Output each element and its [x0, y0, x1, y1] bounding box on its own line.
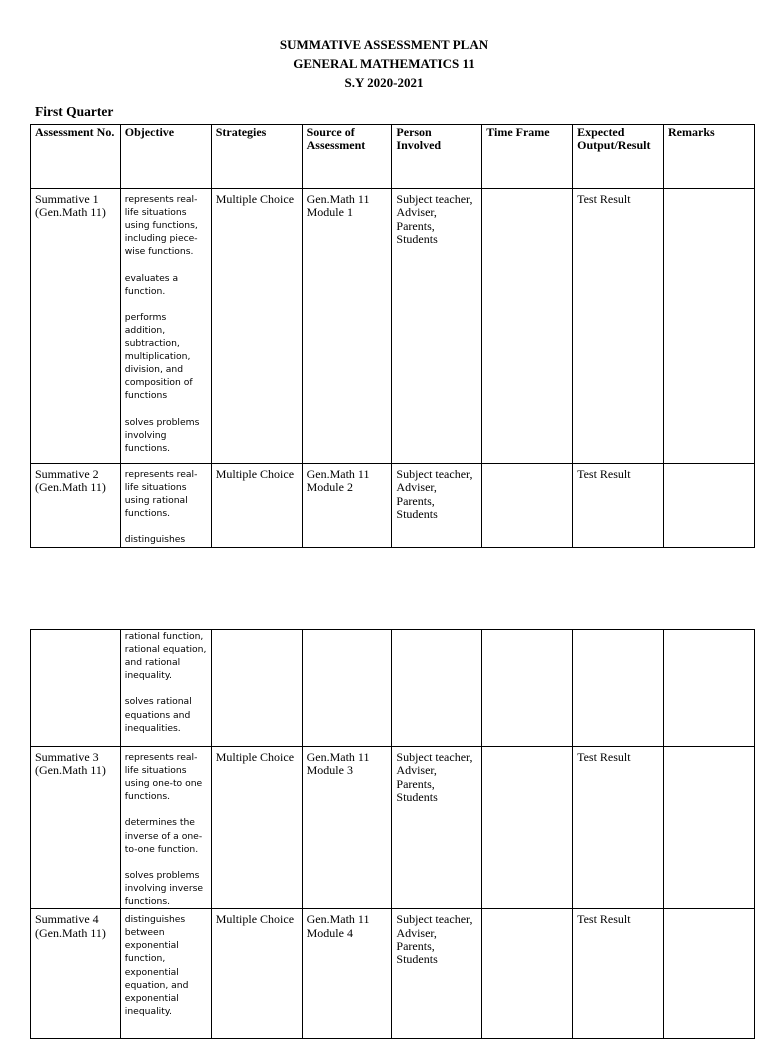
assessment-table-page2 — [30, 629, 755, 1039]
objective-text: represents real-life situations using functions, including piece-wise functions. — [124, 194, 198, 258]
school-year: S.Y 2020-2021 — [344, 75, 424, 90]
plan-title: SUMMATIVE ASSESSMENT PLAN — [279, 37, 489, 52]
objective-text: represents real-life situations using one-to one functions. — [124, 752, 203, 803]
output-cell: Test Result — [573, 189, 664, 464]
persons-cell: Subject teacher, Adviser, Parents, Students — [392, 189, 482, 464]
remarks-cell — [664, 630, 755, 747]
table-header-row — [31, 125, 755, 189]
table-row — [31, 909, 755, 1039]
time-frame-cell — [482, 189, 573, 464]
remarks-cell — [664, 464, 755, 548]
time-frame-cell — [482, 747, 573, 909]
output-cell: Test Result — [573, 464, 664, 548]
strategy-cell: Multiple Choice — [211, 747, 302, 909]
objective-text: rational function, rational equation, and rational inequality. — [124, 631, 207, 682]
column-header: Source of Assessment — [302, 125, 392, 189]
assessment-cell: Summative 4 (Gen.Math 11) — [31, 909, 121, 1039]
objective-text: performs addition, subtraction, multiplication, division, and composition of functions — [124, 311, 193, 402]
table-row-continued — [31, 630, 755, 747]
objective-text: solves problems involving functions. — [124, 416, 200, 454]
column-header: Assessment No. — [31, 125, 121, 189]
table-row — [31, 464, 755, 548]
column-header: Expected Output/Result — [573, 125, 664, 189]
column-header: Strategies — [211, 125, 302, 189]
strategy-cell: Multiple Choice — [211, 464, 302, 548]
objective-cell — [120, 630, 211, 747]
strategy-cell: Multiple Choice — [211, 189, 302, 464]
output-cell: Test Result — [573, 747, 664, 909]
assessment-cell: Summative 2 (Gen.Math 11) — [31, 464, 121, 548]
objective-cell — [120, 189, 211, 464]
remarks-cell — [664, 747, 755, 909]
objective-cell — [120, 747, 211, 909]
strategy-cell — [211, 630, 302, 747]
column-header: Remarks — [664, 125, 755, 189]
column-header: Person Involved — [392, 125, 482, 189]
objective-text: determines the inverse of a one-to-one function. — [124, 817, 203, 855]
objective-text: evaluates a function. — [124, 272, 179, 297]
objective-cell — [120, 464, 211, 548]
time-frame-cell — [482, 464, 573, 548]
source-cell: Gen.Math 11 Module 3 — [302, 747, 392, 909]
column-header: Objective — [120, 125, 211, 189]
table-row — [31, 747, 755, 909]
column-header: Time Frame — [482, 125, 573, 189]
objective-text: represents real-life situations using rational functions. — [124, 469, 198, 520]
source-cell: Gen.Math 11 Module 1 — [302, 189, 392, 464]
assessment-table-page1 — [30, 124, 755, 548]
assessment-cell — [31, 630, 121, 747]
persons-cell: Subject teacher, Adviser, Parents, Students — [392, 747, 482, 909]
objective-text: solves problems involving inverse functions. — [124, 869, 204, 908]
time-frame-cell — [482, 630, 573, 747]
source-cell: Gen.Math 11 Module 4 — [302, 909, 392, 1039]
persons-cell: Subject teacher, Adviser, Parents, Students — [392, 464, 482, 548]
persons-cell: Subject teacher, Adviser, Parents, Students — [392, 909, 482, 1039]
assessment-cell: Summative 3 (Gen.Math 11) — [31, 747, 121, 909]
subject-title: GENERAL MATHEMATICS 11 — [293, 56, 475, 71]
output-cell: Test Result — [573, 909, 664, 1039]
source-cell — [302, 630, 392, 747]
assessment-cell: Summative 1 (Gen.Math 11) — [31, 189, 121, 464]
objective-text: solves rational equations and inequalities. — [124, 696, 192, 734]
table-row — [31, 189, 755, 464]
objective-text: distinguishes between exponential function, exponential equation, and exponential inequality. — [124, 914, 189, 1017]
time-frame-cell — [482, 909, 573, 1039]
output-cell — [573, 630, 664, 747]
objective-cell — [120, 909, 211, 1039]
remarks-cell — [664, 189, 755, 464]
quarter-label: First Quarter — [35, 104, 114, 119]
remarks-cell — [664, 909, 755, 1039]
objective-text: distinguishes — [124, 534, 186, 546]
persons-cell — [392, 630, 482, 747]
strategy-cell: Multiple Choice — [211, 909, 302, 1039]
source-cell: Gen.Math 11 Module 2 — [302, 464, 392, 548]
